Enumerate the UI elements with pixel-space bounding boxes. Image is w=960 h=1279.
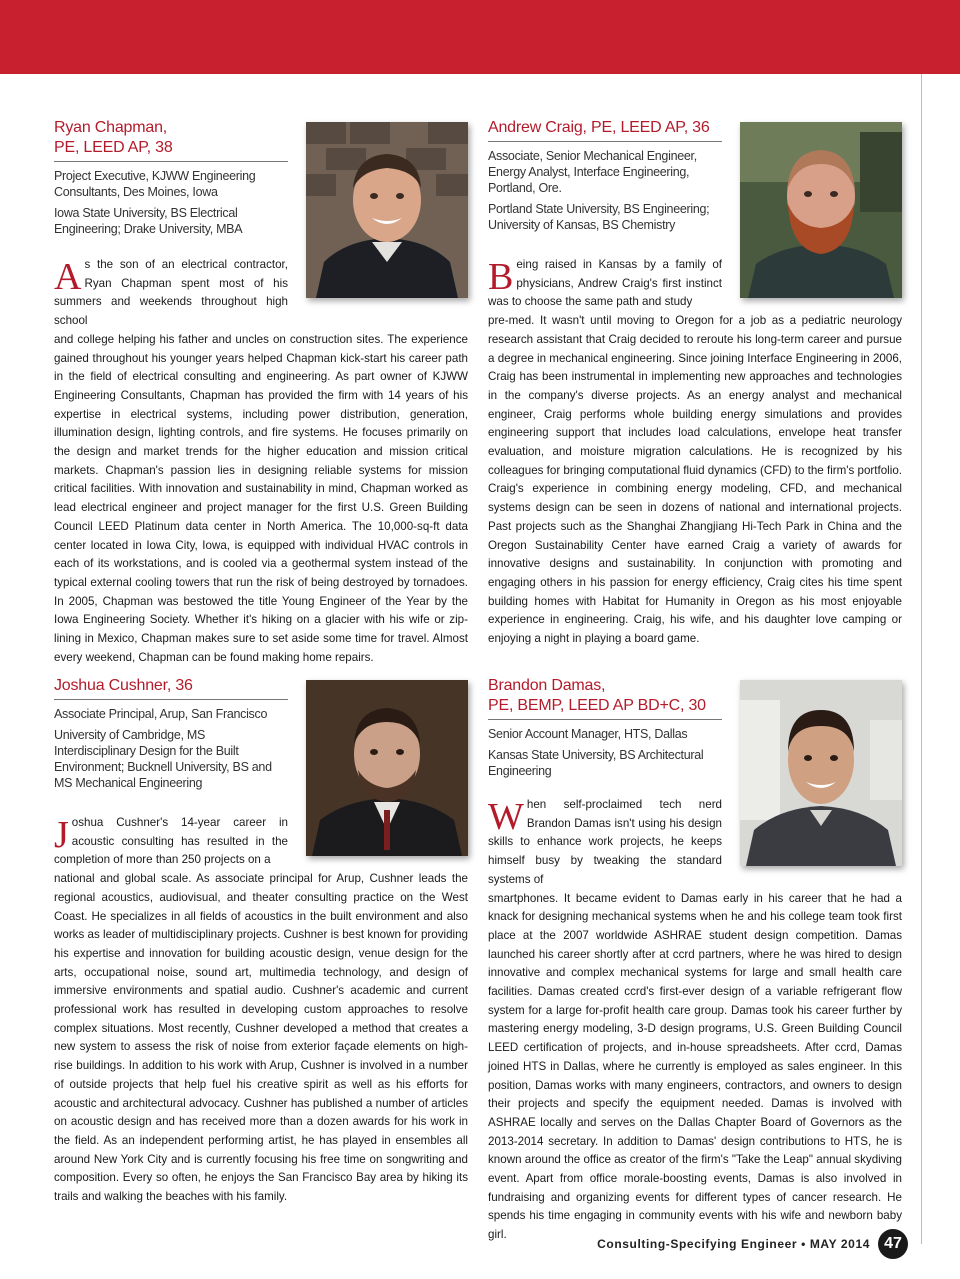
profile-name xyxy=(488,676,722,720)
profile-education: Iowa State University, BS Electrical Engineering; Drake University, MBA xyxy=(54,206,243,236)
profile-andrew-craig xyxy=(488,118,902,646)
body-main: national and global scale. As associate principal for Arup, Cushner leads the regional acoustics, audiovisual, and theater consulting practice on the West Coast. He specializes in all fields of acoustics in the built environment and also works as leader of multidisciplinary projects. Cushner is best known for providing his expertise and innovation for building acoustic design, venue design for the arts, occupational noise, sound art, multimedia technology, and design of immersive environments and spatial audio. Cushner's academic and current professional work has resulted in developing custom approaches to resolve complex situations. Most recently, Cushner developed a method that creates a new system to assess the risk of noise from exterior façade elements on high-rise buildings. In addition to his work with Arup, Cushner is involved in a number of outside projects that help fuel his creative spirit as well as his efforts for acoustic and architectural advocacy. Cushner has published a number of articles on acoustic design and has received more than a dozen awards for his work in the field. As an independent performing artist, he has played in ensembles all around New York City and is currently focusing his free time on songwriting and composition. Every so often, he enjoys the San Francisco Bay area by hiking its trails and walking the beaches with his family. xyxy=(54,872,468,1204)
profile-header xyxy=(54,118,288,237)
publication-line: Consulting-Specifying Engineer • MAY 2014 xyxy=(597,1237,870,1251)
profile-education: Portland State University, BS Engineering; University of Kansas, BS Chemistry xyxy=(488,202,710,232)
profile-body xyxy=(54,256,468,667)
body-main: pre-med. It wasn't until moving to Oregon for a job as a pediatric neurology research assistant that Craig decided to reroute his long-term career and pursue a degree in mechanical engineering. Since joining Interface Engineering in 2006, Craig has been instrumental in implementing new approaches and technologies in the company's diverse projects. As an energy analyst and mechanical engineer, Craig performs whole building energy simulations and provides engineering support that includes load calculations, envelope heat transfer evaluation, and moisture migration calculations. He is recognized by his colleagues for bringing computational fluid dynamics (CFD) to the firm's portfolio. Craig's experience in combining energy modeling, CFD, and mechanical systems design can be seen in dozens of national and international projects. Past projects such as the Shanghai Zhangjiang Hi-Tech Park in China and the Oregon Sustainability Center have earned Craig a variety of awards for innovative designs and sustainability. In conjunction with promoting and engaging others in his passion for energy efficiency, Craig cites his time spent building homes with Habitat for Humanity in Oregon as his most enjoyable experience in engineering. Craig, his wife, and his daughter love camping or enjoying a night in playing a board game. xyxy=(488,314,902,646)
profile-ryan-chapman xyxy=(54,118,468,664)
body-main: smartphones. It became evident to Damas early in his career that he had a knack for designing mechanical systems when he and his college team took first place at the 2007 worldwide ASHRAE student design competition. Damas launched his career shortly after at ccrd partners, where he was hired to design innovative and complex mechanical systems for large and small health care facilities. Damas created ccrd's first-ever design of a variable refrigerant flow system for a large for-profit health care group. Damas took his career further by mastering energy modeling, 3-D design programs, U.S. Green Building Council LEED certification of projects, and in-house spreadsheets. After ccrd, Damas joined HTS in Dallas, where he currently is employed as sales engineer. In this position, Damas works with many engineers, contractors, and owners to design their projects and specify the equipment needed. Damas is involved with ASHRAE locally and serves on the Dallas Chapter Board of Governors as the 2013-2014 secretary. In addition to Damas' design contributions to HTS, he is known around the office as creator of the firm's "Take the Leap" annual skydiving event. Apart from office morale-boosting events, Damas is also involved in fundraising and organizing events for different types of cancer research. He spends his time engaging in community events with his wife and newborn baby girl. xyxy=(488,891,902,1242)
profile-name xyxy=(488,118,722,142)
profile-header xyxy=(488,676,722,779)
profile-title: Associate Principal, Arup, San Francisco xyxy=(54,707,268,721)
profile-body xyxy=(488,256,902,649)
profile-body xyxy=(54,814,468,1207)
name-line-1: Ryan Chapman, xyxy=(54,119,168,136)
body-main: and college helping his father and uncles on construction sites. The experience gained throughout his younger years helped Chapman kick-start his career path in the field of electrical consulting and engineering. As part owner of KJWW Engineering Consultants, Chapman has provided the firm with 14 years of his expertise in electrical systems, including power distribution, generation, illumination design, lighting controls, and fire systems. He focuses primarily on the design and market trends for the higher education and mission critical markets. Chapman's passion lies in designing reliable systems for mission critical facilities. With innovation and sustainability in mind, Chapman worked as lead electrical engineer and project manager for the first U.S. Green Building Council LEED Platinum data center in North America. The 10,000-sq-ft data center located in Iowa City, Iowa, is equipped with individual HVAC controls in each of its workstations, and is cooled via a geothermal system instead of the typical external cooling towers that run the risk of being destroyed by tornadoes. In 2005, Chapman was bestowed the title Young Engineer of the Year by the Iowa Engineering Society. Whether it's hiking on a glacier with his wife or zip-lining in Mexico, Chapman makes sure to set aside some time for travel. Almost every weekend, Chapman can be found making home repairs. xyxy=(54,332,468,664)
profile-body xyxy=(488,796,902,1245)
profile-education: Kansas State University, BS Architectural Engineering xyxy=(488,748,704,778)
page-footer xyxy=(597,1229,908,1259)
page-number: 47 xyxy=(878,1229,908,1259)
page-edge-rule xyxy=(921,74,922,1244)
drop-cap: W xyxy=(488,796,524,838)
profile-education: University of Cambridge, MS Interdisciplinary Design for the Built Environment; Bucknell University, BS and MS Mechanical Engineering xyxy=(54,728,272,790)
drop-cap: A xyxy=(54,256,82,298)
drop-cap: J xyxy=(54,814,69,856)
body-intro: eing raised in Kansas by a family of physicians, Andrew Craig's first instinct was to choose the same path and study xyxy=(488,258,722,309)
name-line-1: Brandon Damas, xyxy=(488,677,606,694)
profile-name xyxy=(54,676,288,700)
header-band xyxy=(0,0,960,74)
name-line-2: PE, LEED AP, 38 xyxy=(54,139,173,156)
profile-title: Senior Account Manager, HTS, Dallas xyxy=(488,727,688,741)
profile-brandon-damas xyxy=(488,676,902,1242)
body-intro: oshua Cushner's 14-year career in acoustic consulting has resulted in the completion of more than 250 projects on a xyxy=(54,816,288,867)
profile-header xyxy=(488,118,722,233)
name-line-1: Andrew Craig, PE, LEED AP, 36 xyxy=(488,119,710,136)
profile-title: Associate, Senior Mechanical Engineer, Energy Analyst, Interface Engineering, Portland, Ore. xyxy=(488,149,697,195)
name-line-2: PE, BEMP, LEED AP BD+C, 30 xyxy=(488,697,706,714)
body-intro: hen self-proclaimed tech nerd Brandon Damas isn't using his design skills to enhance work projects, he keeps himself busy by tweaking the standard systems of xyxy=(488,798,722,886)
profile-name xyxy=(54,118,288,162)
profile-header xyxy=(54,676,288,791)
name-line-1: Joshua Cushner, 36 xyxy=(54,677,193,694)
body-intro: s the son of an electrical contractor, Ryan Chapman spent most of his summers and weekends throughout high school xyxy=(54,258,288,328)
drop-cap: B xyxy=(488,256,514,298)
profile-title: Project Executive, KJWW Engineering Consultants, Des Moines, Iowa xyxy=(54,169,256,199)
profile-joshua-cushner xyxy=(54,676,468,1204)
